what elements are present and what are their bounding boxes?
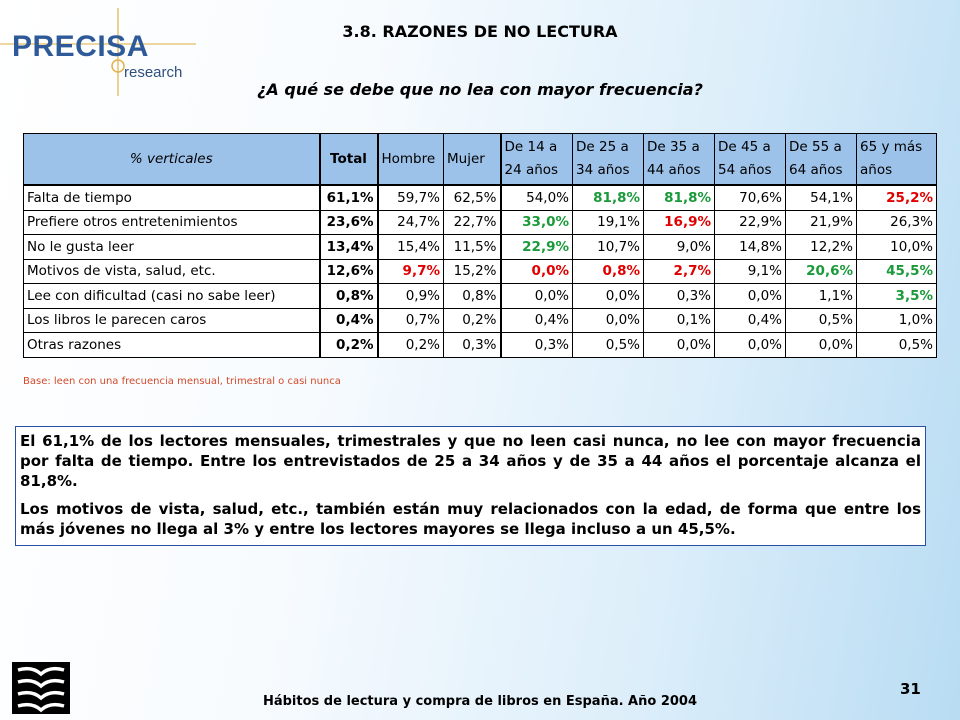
base-note: Base: leen con una frecuencia mensual, trimestral o casi nunca [23, 376, 341, 387]
row-label: Motivos de vista, salud, etc. [24, 259, 320, 284]
table-column-header [857, 134, 937, 186]
row-label: Otras razones [24, 333, 320, 358]
table-cell: 9,0% [644, 235, 715, 260]
table-cell: 21,9% [786, 210, 857, 235]
table-column-header [501, 134, 573, 186]
summary-textbox [15, 426, 926, 546]
table-cell: 0,0% [501, 284, 573, 309]
table-cell: 25,2% [857, 185, 937, 210]
table-cell: 0,8% [444, 284, 501, 309]
column-header-line: Mujer [447, 150, 485, 167]
table-cell: 0,5% [573, 333, 644, 358]
column-header-line: 34 años [576, 162, 630, 178]
table-cell: 0,5% [857, 333, 937, 358]
column-header-line: 64 años [789, 162, 843, 178]
table-body [24, 185, 937, 357]
table-cell: 0,3% [644, 284, 715, 309]
table-cell: 62,5% [444, 185, 501, 210]
table-cell: 0,4% [320, 308, 378, 333]
column-header-line: 65 y más [860, 139, 923, 155]
table-cell: 0,9% [378, 284, 444, 309]
table-header-row [24, 134, 937, 186]
summary-paragraph: Los motivos de vista, salud, etc., también están muy relacionados con la edad, de forma que entre los más jóvenes no llega al 3% y entre los lectores mayores se llega incluso a un 45,5%. [20, 500, 921, 538]
table-row [24, 259, 937, 284]
table-cell: 22,9% [715, 210, 786, 235]
table-column-header [715, 134, 786, 186]
table-cell: 0,2% [444, 308, 501, 333]
table-cell: 0,0% [786, 333, 857, 358]
table-cell: 0,0% [573, 284, 644, 309]
table-column-header [786, 134, 857, 186]
table-cell: 0,2% [378, 333, 444, 358]
table-cell: 20,6% [786, 259, 857, 284]
table-cell: 1,1% [786, 284, 857, 309]
section-title: 3.8. RAZONES DE NO LECTURA [342, 22, 618, 41]
table-cell: 1,0% [857, 308, 937, 333]
table-cell: 22,7% [444, 210, 501, 235]
table-column-header [573, 134, 644, 186]
table-cell: 54,0% [501, 185, 573, 210]
summary-paragraph: El 61,1% de los lectores mensuales, trimestrales y que no leen casi nunca, no lee con mayor frecuencia por falta de tiempo. Entre los entrevistados de 25 a 34 años y de 35 a 44 años el porcentaje alcanza el 81,8%. [20, 432, 921, 490]
reasons-table [23, 133, 937, 358]
table-cell: 0,0% [573, 308, 644, 333]
table-cell: 33,0% [501, 210, 573, 235]
table-cell: 0,0% [715, 333, 786, 358]
table-corner-label: % verticales [24, 134, 320, 186]
column-header-line: De 55 a [789, 139, 842, 155]
column-header-line: De 35 a [647, 139, 700, 155]
row-label: Prefiere otros entretenimientos [24, 210, 320, 235]
column-header-line: años [860, 162, 893, 178]
table-column-header [378, 134, 444, 186]
column-header-line: 24 años [504, 162, 559, 178]
row-label: Lee con dificultad (casi no sabe leer) [24, 284, 320, 309]
table-cell: 0,4% [715, 308, 786, 333]
table-cell: 70,6% [715, 185, 786, 210]
table-cell: 61,1% [320, 185, 378, 210]
table-cell: 59,7% [378, 185, 444, 210]
table-cell: 10,7% [573, 235, 644, 260]
table-cell: 14,8% [715, 235, 786, 260]
table-cell: 0,4% [501, 308, 573, 333]
column-header-line: De 14 a [504, 139, 558, 155]
row-label: Falta de tiempo [24, 185, 320, 210]
column-header-line: De 45 a [718, 139, 771, 155]
table-column-header [444, 134, 501, 186]
table-cell: 0,3% [501, 333, 573, 358]
table-cell: 26,3% [857, 210, 937, 235]
table-cell: 0,0% [715, 284, 786, 309]
column-header-line: Total [330, 150, 367, 167]
row-label: Los libros le parecen caros [24, 308, 320, 333]
table-cell: 24,7% [378, 210, 444, 235]
table-cell: 0,1% [644, 308, 715, 333]
table-cell: 0,8% [320, 284, 378, 309]
table-cell: 22,9% [501, 235, 573, 260]
table-cell: 0,0% [644, 333, 715, 358]
column-header-line: De 25 a [576, 139, 629, 155]
table-column-header [320, 134, 378, 186]
table-row [24, 210, 937, 235]
table-cell: 2,7% [644, 259, 715, 284]
column-header-line: 44 años [647, 162, 701, 178]
table-cell: 11,5% [444, 235, 501, 260]
table-cell: 23,6% [320, 210, 378, 235]
logo-subtitle: research [124, 64, 183, 81]
table-cell: 0,7% [378, 308, 444, 333]
table-cell: 15,2% [444, 259, 501, 284]
table-cell: 19,1% [573, 210, 644, 235]
table-cell: 9,7% [378, 259, 444, 284]
table-row [24, 235, 937, 260]
table-cell: 81,8% [573, 185, 644, 210]
table-cell: 0,5% [786, 308, 857, 333]
table-cell: 54,1% [786, 185, 857, 210]
table-cell: 45,5% [857, 259, 937, 284]
table-cell: 3,5% [857, 284, 937, 309]
table-cell: 16,9% [644, 210, 715, 235]
column-header-line: Hombre [381, 150, 436, 167]
table-cell: 0,2% [320, 333, 378, 358]
column-header-line: 54 años [718, 162, 772, 178]
footer-text: Hábitos de lectura y compra de libros en España. Año 2004 [262, 694, 698, 709]
table-cell: 81,8% [644, 185, 715, 210]
table-cell: 12,6% [320, 259, 378, 284]
table-cell: 10,0% [857, 235, 937, 260]
table-row [24, 284, 937, 309]
survey-question: ¿A qué se debe que no lea con mayor frecuencia? [257, 80, 703, 99]
table-row [24, 308, 937, 333]
table-cell: 13,4% [320, 235, 378, 260]
page-number: 31 [900, 680, 921, 698]
table-cell: 12,2% [786, 235, 857, 260]
logo-name: PRECISA [12, 30, 149, 63]
table-cell: 0,8% [573, 259, 644, 284]
table-cell: 15,4% [378, 235, 444, 260]
table-row [24, 185, 937, 210]
table-row [24, 333, 937, 358]
table-cell: 0,0% [501, 259, 573, 284]
table-cell: 0,3% [444, 333, 501, 358]
table-column-header [644, 134, 715, 186]
table-cell: 9,1% [715, 259, 786, 284]
row-label: No le gusta leer [24, 235, 320, 260]
